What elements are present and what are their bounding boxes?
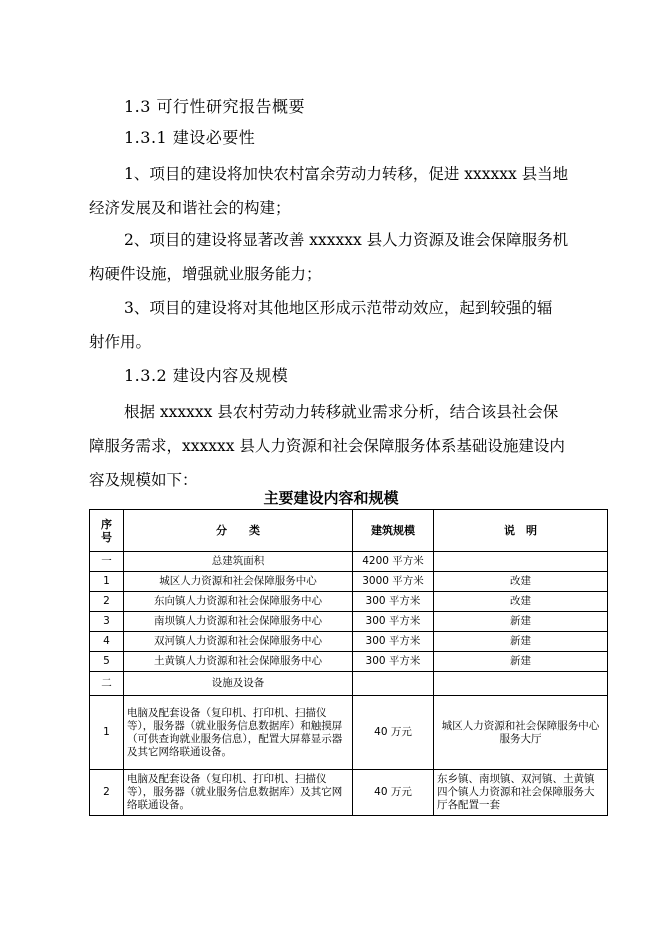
table-row — [90, 632, 608, 652]
heading-1-3-2: 1.3.2 建设内容及规模 — [124, 366, 289, 385]
table-row — [90, 612, 608, 632]
cell-note: 城区人力资源和社会保障服务中心服务大厅 — [434, 696, 608, 770]
paragraph-1-line-1: 1、项目的建设将加快农村富余劳动力转移，促进 xxxxxx 县当地 — [124, 165, 569, 183]
cell-scale: 300 平方米 — [353, 612, 434, 632]
cell-scale: 300 平方米 — [353, 632, 434, 652]
cell-note — [434, 672, 608, 696]
cell-scale: 300 平方米 — [353, 652, 434, 672]
cell-note: 新建 — [434, 652, 608, 672]
paragraph-4-line-3: 容及规模如下： — [89, 471, 198, 489]
header-no-char-1: 序 — [101, 517, 112, 531]
table-header-row — [90, 510, 608, 552]
cell-category: 设施及设备 — [124, 672, 353, 696]
header-no — [90, 510, 124, 552]
header-category: 分 类 — [124, 510, 353, 552]
construction-scale-table — [89, 509, 608, 816]
cell-no: 一 — [90, 552, 124, 572]
paragraph-2-line-1: 2、项目的建设将显著改善 xxxxxx 县人力资源及谁会保障服务机 — [124, 231, 569, 249]
heading-1-3-1: 1.3.1 建设必要性 — [124, 128, 256, 147]
cell-scale: 3000 平方米 — [353, 572, 434, 592]
table-row — [90, 696, 608, 770]
cell-no: 1 — [90, 572, 124, 592]
heading-1-3: 1.3 可行性研究报告概要 — [124, 97, 306, 116]
cell-no: 4 — [90, 632, 124, 652]
cell-note: 改建 — [434, 592, 608, 612]
cell-scale: 40 万元 — [353, 770, 434, 816]
cell-note: 新建 — [434, 612, 608, 632]
cell-scale: 300 平方米 — [353, 592, 434, 612]
cell-scale: 4200 平方米 — [353, 552, 434, 572]
header-scale: 建筑规模 — [353, 510, 434, 552]
table-title: 主要建设内容和规模 — [263, 489, 399, 507]
cell-category: 城区人力资源和社会保障服务中心 — [124, 572, 353, 592]
cell-no: 3 — [90, 612, 124, 632]
table-row — [90, 672, 608, 696]
cell-category: 双河镇人力资源和社会保障服务中心 — [124, 632, 353, 652]
table-row — [90, 592, 608, 612]
table-row — [90, 770, 608, 816]
cell-category: 南坝镇人力资源和社会保障服务中心 — [124, 612, 353, 632]
cell-no: 2 — [90, 592, 124, 612]
cell-category: 东向镇人力资源和社会保障服务中心 — [124, 592, 353, 612]
cell-category: 电脑及配套设备（复印机、打印机、扫描仪等），服务器（就业服务信息数据库）和触摸屏（可供查询就业服务信息），配置大屏幕显示器及其它网络联通设备。 — [124, 696, 353, 770]
cell-note: 新建 — [434, 632, 608, 652]
cell-category: 总建筑面积 — [124, 552, 353, 572]
cell-no: 二 — [90, 672, 124, 696]
paragraph-4-line-2: 障服务需求，xxxxxx 县人力资源和社会保障服务体系基础设施建设内 — [89, 437, 565, 455]
cell-note — [434, 552, 608, 572]
table-row — [90, 652, 608, 672]
table-row — [90, 552, 608, 572]
cell-no: 5 — [90, 652, 124, 672]
cell-scale: 40 万元 — [353, 696, 434, 770]
cell-scale — [353, 672, 434, 696]
header-no-char-2: 号 — [101, 530, 112, 544]
cell-note: 改建 — [434, 572, 608, 592]
paragraph-3-line-1: 3、项目的建设将对其他地区形成示范带动效应，起到较强的辐 — [124, 299, 553, 317]
paragraph-3-line-2: 射作用。 — [89, 333, 152, 351]
cell-note: 东乡镇、南坝镇、双河镇、土黄镇四个镇人力资源和社会保障服务大厅各配置一套 — [434, 770, 608, 816]
cell-no: 2 — [90, 770, 124, 816]
paragraph-2-line-2: 构硬件设施，增强就业服务能力； — [89, 265, 322, 283]
cell-category: 电脑及配套设备（复印机、打印机、扫描仪等），服务器（就业服务信息数据库）及其它网络联通设备。 — [124, 770, 353, 816]
table-row — [90, 572, 608, 592]
paragraph-4-line-1: 根据 xxxxxx 县农村劳动力转移就业需求分析，结合该县社会保 — [124, 403, 559, 421]
header-note: 说 明 — [434, 510, 608, 552]
cell-no: 1 — [90, 696, 124, 770]
cell-category: 土黄镇人力资源和社会保障服务中心 — [124, 652, 353, 672]
paragraph-1-line-2: 经济发展及和谐社会的构建； — [89, 199, 291, 217]
